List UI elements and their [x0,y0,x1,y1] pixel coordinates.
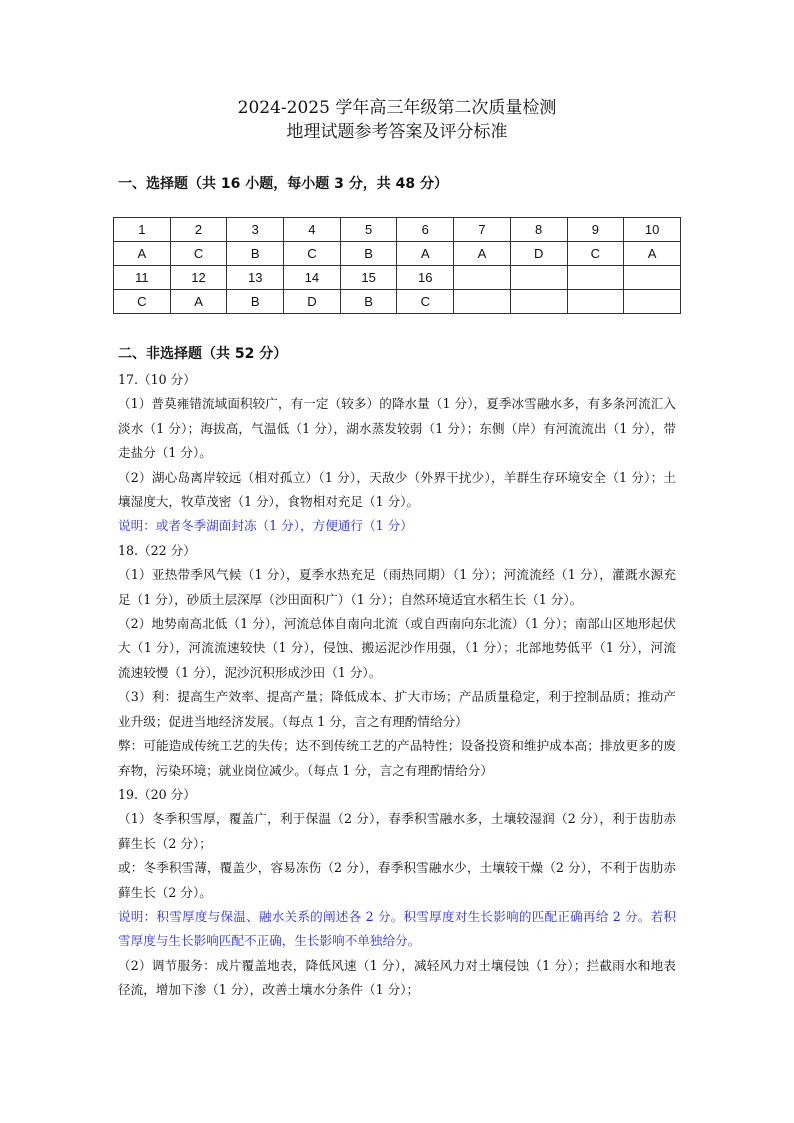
scoring-note: 说明：或者冬季湖面封冻（1 分），方便通行（1 分） [118,518,413,534]
table-cell [624,290,681,314]
table-cell: 12 [170,266,227,290]
table-cell: 7 [454,218,511,242]
answer-paragraph: 或：冬季积雪薄，覆盖少，容易冻伤（2 分），春季积雪融水少，土壤较干燥（2 分），不利于齿肋赤藓生长（2 分）。 [118,860,676,900]
table-cell: 8 [510,218,567,242]
table-cell: A [170,290,227,314]
answer-paragraph: （3）利：提高生产效率、提高产量；降低成本、扩大市场；产品质量稳定，利于控制品质；推动产业升级；促进当地经济发展。（每点 1 分，言之有理酌情给分） [118,689,676,729]
document-subtitle: 地理试题参考答案及评分标准 [286,122,508,142]
table-cell: B [227,242,284,266]
table-cell: D [284,290,341,314]
answer-table [113,217,681,314]
table-cell: 14 [284,266,341,290]
table-cell: C [397,290,454,314]
table-cell: 16 [397,266,454,290]
table-cell: C [284,242,341,266]
table-cell [567,266,624,290]
table-cell: A [114,242,171,266]
table-cell: 6 [397,218,454,242]
answer-paragraph: 弊：可能造成传统工艺的失传；达不到传统工艺的产品特性；设备投资和维护成本高；排放更多的废弃物，污染环境；就业岗位减少。（每点 1 分，言之有理酌情给分） [118,738,676,778]
table-cell: A [624,242,681,266]
table-cell: 11 [114,266,171,290]
table-cell: B [340,290,397,314]
table-cell: 10 [624,218,681,242]
answer-paragraph: 17.（10 分） [118,372,196,387]
table-cell: D [510,242,567,266]
table-row [114,218,681,242]
answer-paragraph: （1）亚热带季风气候（1 分），夏季水热充足（雨热同期）（1 分）；河流流经（1 分），灌溉水源充足（1 分），砂质土层深厚（沙田面积广）（1 分）；自然环境适宜水稻生长（1 分）。 [118,567,676,607]
table-cell [454,266,511,290]
answer-paragraph: （2）湖心岛离岸较远（相对孤立）（1 分），天敌少（外界干扰少），羊群生存环境安全（1 分）；土壤湿度大，牧草茂密（1 分），食物相对充足（1 分）。 [118,469,676,510]
table-cell: 9 [567,218,624,242]
table-cell: C [567,242,624,266]
table-cell: B [227,290,284,314]
table-row [114,242,681,266]
table-cell [624,266,681,290]
answer-paragraph: 19.（20 分） [118,786,196,802]
table-cell [510,266,567,290]
table-cell: A [454,242,511,266]
table-row [114,266,681,290]
table-cell: 15 [340,266,397,290]
table-cell: C [114,290,171,314]
table-cell: 13 [227,266,284,290]
table-cell: A [397,242,454,266]
table-cell: B [340,242,397,266]
answer-paragraph: （1）冬季积雪厚，覆盖广，利于保温（2 分），春季积雪融水多，土壤较湿润（2 分），利于齿肋赤藓生长（2 分）； [118,811,676,851]
table-cell [567,290,624,314]
table-row [114,290,681,314]
table-cell: 4 [284,218,341,242]
section2-heading: 二、非选择题（共 52 分） [118,346,288,362]
table-cell: 1 [114,218,171,242]
table-cell: 3 [227,218,284,242]
answer-paragraph: （2）地势南高北低（1 分），河流总体自南向北流（或自西南向东北流）（1 分）；南部山区地形起伏大（1 分），河流流速较快（1 分），侵蚀、搬运泥沙作用强，（1 分）；北部地势低平（1 分），河流流速较慢（1 分），泥沙沉积形成沙田（1 分）。 [118,616,676,680]
scoring-note: 说明：积雪厚度与保温、融水关系的阐述各 2 分。积雪厚度对生长影响的匹配正确再给 2 分。若积雪厚度与生长影响匹配不正确，生长影响不单独给分。 [118,908,676,949]
answer-body [118,368,676,1003]
table-cell: C [170,242,227,266]
table-cell: 2 [170,218,227,242]
table-cell: 5 [340,218,397,242]
answer-paragraph: 18.（22 分） [118,542,196,558]
table-cell [454,290,511,314]
table-cell [510,290,567,314]
answer-paragraph: （1）普莫雍错流域面积较广，有一定（较多）的降水量（1 分），夏季冰雪融水多，有多条河流汇入淡水（1 分）；海拔高，气温低（1 分），湖水蒸发较弱（1 分）；东侧（岸）有河流流出（1 分），带走盐分（1 分）。 [118,396,676,461]
section1-heading: 一、选择题（共 16 小题，每小题 3 分，共 48 分） [118,176,448,192]
document-title: 2024-2025 学年高三年级第二次质量检测 [237,98,557,118]
answer-paragraph: （2）调节服务：成片覆盖地表，降低风速（1 分），减轻风力对土壤侵蚀（1 分）；拦截雨水和地表径流，增加下渗（1 分），改善土壤水分条件（1 分）； [118,957,676,998]
